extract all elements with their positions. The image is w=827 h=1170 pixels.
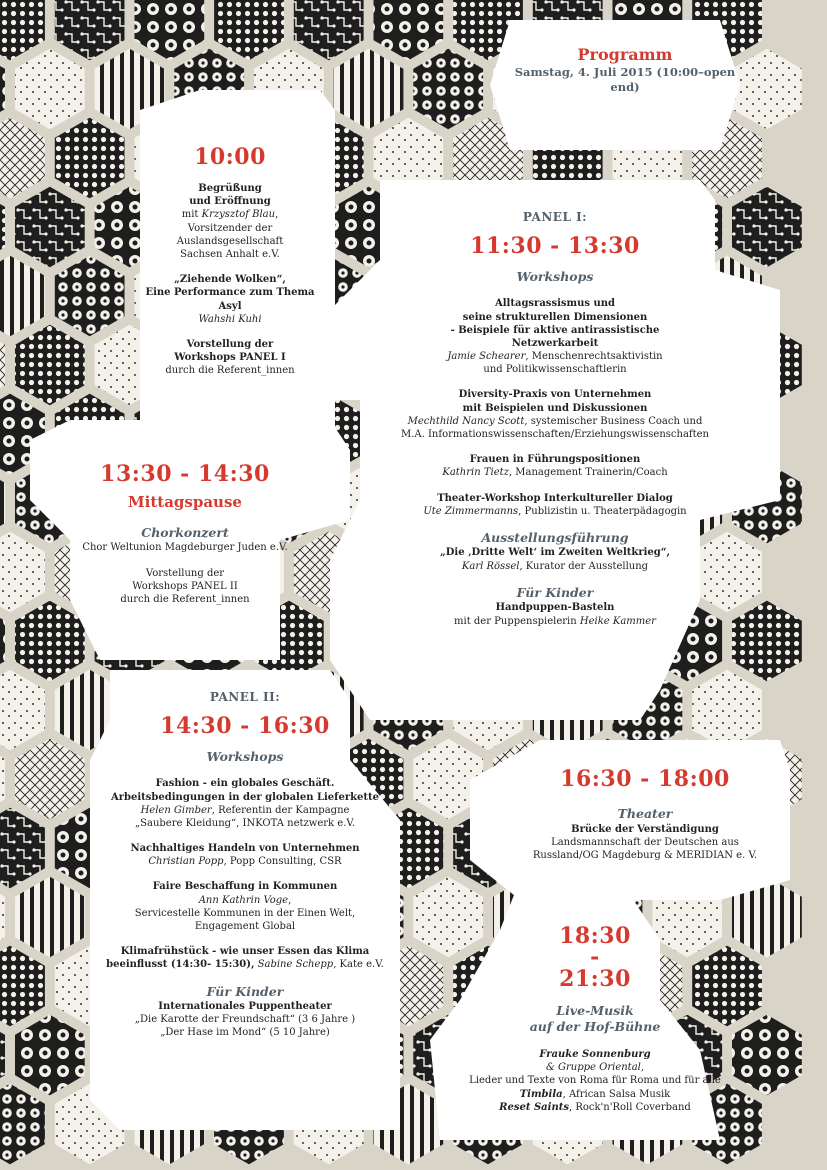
decorative-hexagon [14, 875, 87, 959]
decorative-hexagon [53, 0, 126, 62]
theater-line-1: Landsmannschaft der Deutschen aus [551, 836, 739, 848]
decorative-hexagon [133, 0, 206, 62]
choir-name: Chor Weltunion Magdeburger Juden e.V. [82, 542, 288, 554]
program-date: Samstag, 4. Juli 2015 (10:00–open end) [514, 65, 736, 95]
welcome-detail-1: Vorsitzender der [187, 222, 273, 234]
time-2130: 21:30 [559, 965, 631, 992]
p1-w1-title-3: - Beispiele für aktive antirassistische [450, 324, 660, 336]
decorative-hexagon [14, 323, 87, 407]
time-1630: 16:30 - 18:00 [560, 766, 730, 792]
p2-kids-line-1: „Die Karotte der Freundschaft“ (3 6 Jahre ) [134, 1014, 356, 1026]
exhibition-title: „Die ‚Dritte Welt‘ im Zweiten Weltkrieg“, [440, 547, 670, 559]
theater-title: Brücke der Verständigung [571, 823, 719, 835]
decorative-hexagon [0, 668, 46, 752]
performance-title-2: Eine Performance zum Thema Asyl [145, 287, 315, 312]
p2-kids-title: Internationales Puppentheater [158, 1001, 332, 1013]
p2-w3-speaker: Ann Kathrin Voge, [198, 894, 292, 906]
panel-1-label: PANEL I: [522, 210, 588, 224]
time-1330: 13:30 - 14:30 [100, 461, 270, 487]
p2-w1-title-2: Arbeitsbedingungen in der globalen Lieferkette [110, 791, 379, 803]
decorative-hexagon [0, 116, 46, 200]
intro-line-2: Workshops PANEL I [174, 352, 286, 364]
p1-kids-speaker: mit der Puppenspielerin Heike Kammer [454, 615, 656, 627]
p1-w4-title: Theater-Workshop Interkultureller Dialog [437, 492, 673, 504]
kids-label-1: Für Kinder [516, 584, 594, 600]
section-1000 [140, 143, 320, 377]
p2-kids-line-2: „Der Hase im Mond“ (5 10 Jahre) [160, 1027, 330, 1039]
artist-1-desc: Lieder und Texte von Roma für Roma und für alle [469, 1075, 721, 1087]
p2-w4-line-2: beeinflusst (14:30- 15:30), Sabine Schepp, Kate e.V. [106, 959, 384, 971]
program-header [510, 44, 740, 95]
decorative-hexagon [0, 806, 46, 890]
decorative-hexagon [14, 599, 87, 683]
p1-w1-title-4: Netzwerkarbeit [511, 337, 599, 349]
theater-line-2: Russland/OG Magdeburg & MERIDIAN e. V. [532, 849, 758, 861]
artist-1: Frauke Sonnenburg [539, 1048, 651, 1060]
workshops-label-2: Workshops [206, 748, 284, 764]
p1-w2-speaker: Mechthild Nancy Scott, systemischer Business Coach und [407, 415, 703, 427]
decorative-hexagon [53, 116, 126, 200]
p1-w1-title-2: seine strukturellen Dimensionen [462, 311, 648, 323]
panel-2-label: PANEL II: [209, 690, 281, 704]
section-1330 [70, 460, 300, 606]
p2-w1-org: „Saubere Kleidung“, INKOTA netzwerk e.V. [134, 817, 356, 829]
decorative-hexagon [213, 0, 286, 62]
intro2-line-2: Workshops PANEL II [132, 580, 238, 592]
p2-w1-speaker: Helen Gimber, Referentin der Kampagne [140, 804, 350, 816]
workshops-label-1: Workshops [516, 268, 594, 284]
artist-3: Reset Saints, Rock'n'Roll Coverband [499, 1101, 691, 1113]
p1-w3-title: Frauen in Führungspositionen [469, 454, 641, 466]
welcome-line-1: Begrüßung [198, 183, 262, 195]
music-label-1: Live-Musik [556, 1002, 634, 1018]
welcome-detail-2: Auslandsgesellschaft [176, 235, 284, 247]
artist-1-group: & Gruppe Oriental, [545, 1062, 645, 1074]
decorative-hexagon [0, 530, 46, 614]
p2-w2-title: Nachhaltiges Handeln von Unternehmen [130, 843, 360, 855]
section-panel-2 [105, 690, 385, 1040]
intro-line-3: durch die Referent_innen [165, 365, 295, 377]
decorative-hexagon [0, 944, 46, 1028]
time-1830: 18:30 [559, 923, 631, 949]
performance-artist: Wahshi Kuhi [198, 313, 262, 325]
music-label-2: auf der Hof-Bühne [529, 1019, 661, 1035]
p2-w4-title: Klimafrühstück - wie unser Essen das Klima [120, 946, 370, 958]
performance-title-1: „Ziehende Wolken“, [174, 274, 286, 286]
decorative-hexagon [14, 47, 87, 131]
intro2-line-3: durch die Referent_innen [120, 593, 250, 605]
decorative-hexagon [332, 47, 405, 131]
p2-w2-speaker: Christian Popp, Popp Consulting, CSR [148, 856, 342, 868]
speaker-name: Krzysztof Blau [201, 209, 276, 221]
decorative-hexagon [14, 737, 87, 821]
welcome-detail-3: Sachsen Anhalt e.V. [180, 248, 280, 260]
decorative-hexagon [412, 47, 485, 131]
time-1430: 14:30 - 16:30 [160, 712, 330, 739]
p1-w3-speaker: Kathrin Tietz, Management Trainerin/Coach [442, 467, 668, 479]
p1-kids-title: Handpuppen-Basteln [495, 602, 615, 614]
decorative-hexagon [0, 1082, 46, 1166]
time-1130: 11:30 - 13:30 [470, 232, 640, 259]
program-title: Programm [577, 45, 673, 64]
p1-w2-role-2: M.A. Informationswissenschaften/Erziehungswissenschaften [400, 429, 710, 441]
time-dash: - [590, 944, 600, 971]
intro-line-1: Vorstellung der [186, 338, 274, 350]
decorative-hexagon [0, 254, 46, 338]
p1-w4-speaker: Ute Zimmermanns, Publizistin u. Theaterpädagogin [423, 505, 687, 517]
exhibition-speaker: Karl Rössel, Kurator der Ausstellung [461, 560, 649, 572]
decorative-hexagon [731, 185, 804, 269]
section-panel-1 [390, 210, 720, 628]
p1-w1-speaker: Jamie Schearer, Menschenrechtsaktivistin [447, 351, 663, 363]
decorative-hexagon [731, 1013, 804, 1097]
section-1830 [450, 925, 740, 1114]
welcome-with: mit Krzysztof Blau, [181, 209, 279, 221]
kids-label-2: Für Kinder [206, 983, 284, 999]
p1-w1-title-1: Alltagsrassismus und [494, 298, 615, 310]
decorative-hexagon [14, 1013, 87, 1097]
p1-w1-role-2: und Politikwissenschaftlerin [483, 364, 627, 376]
intro2-line-1: Vorstellung der [145, 567, 225, 579]
welcome-line-2: und Eröffnung [189, 196, 271, 208]
theater-label: Theater [617, 806, 673, 822]
decorative-hexagon [14, 185, 87, 269]
time-1000: 10:00 [194, 144, 266, 170]
p2-w3-title: Faire Beschaffung in Kommunen [152, 881, 338, 893]
p2-w1-title-1: Fashion - ein globales Geschäft. [155, 778, 335, 790]
section-1630 [500, 765, 790, 862]
decorative-hexagon [292, 0, 365, 62]
choir-label: Chorkonzert [141, 524, 229, 540]
p1-w2-title-1: Diversity-Praxis von Unternehmen [458, 389, 652, 401]
lunch-heading: Mittagspause [128, 493, 242, 512]
decorative-hexagon [372, 0, 445, 62]
p1-w2-title-2: mit Beispielen und Diskussionen [462, 402, 648, 414]
decorative-hexagon [731, 47, 804, 131]
decorative-hexagon [691, 668, 764, 752]
exhibition-label: Ausstellungsführung [481, 529, 629, 545]
decorative-hexagon [53, 254, 126, 338]
decorative-hexagon [731, 599, 804, 683]
artist-2: Timbila, African Salsa Musik [519, 1088, 671, 1100]
p2-w3-org-1: Servicestelle Kommunen in der Einen Welt, [134, 907, 356, 919]
p2-w3-org-2: Engagement Global [194, 921, 296, 933]
